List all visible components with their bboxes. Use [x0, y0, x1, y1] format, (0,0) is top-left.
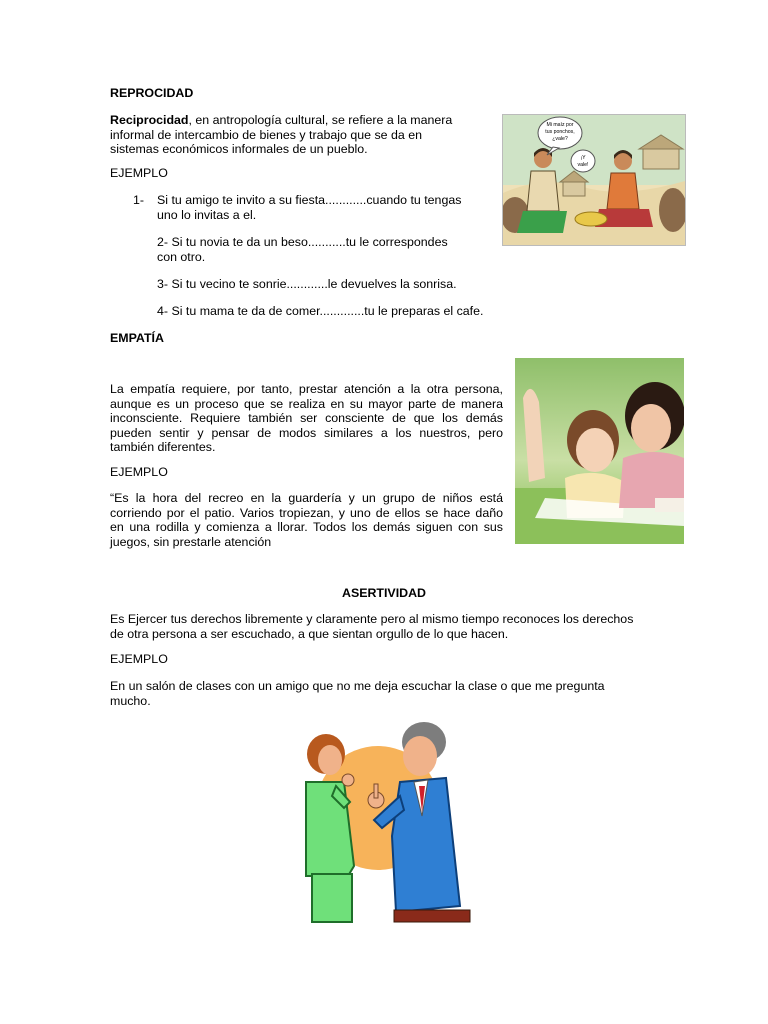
example-line: con otro. — [157, 249, 206, 264]
example-line: 3- Si tu vecino te sonrie............le devuelves la sonrisa. — [157, 277, 457, 291]
mother-daughter-photo — [515, 358, 684, 544]
reciprocidad-definition — [110, 113, 490, 157]
example-line: corriendo por el patio. Varios tropiezan, y uno de ellos se hace daño — [110, 505, 503, 520]
body-line: también diferentes. — [110, 440, 216, 454]
body-line: aunque es un proceso que se realiza en su mayor parte de manera — [110, 396, 503, 411]
example-line: uno lo invitas a el. — [157, 207, 257, 222]
heading-empatia: EMPATÍA — [110, 331, 164, 345]
example-line: Si tu amigo te invito a su fiesta............cuando tu tengas — [157, 193, 462, 207]
example-line: juegos, sin prestarle atención — [110, 534, 272, 549]
asertividad-example — [110, 679, 670, 708]
body-line: La empatía requiere, por tanto, prestar atención a la otra persona, — [110, 382, 503, 396]
example-line: mucho. — [110, 693, 151, 708]
heading-asertividad: ASERTIVIDAD — [342, 586, 426, 600]
empatia-body — [110, 382, 503, 455]
example-line: 4- Si tu mama te da de comer.............tu le preparas el cafe. — [157, 304, 484, 318]
trade-illustration — [502, 114, 686, 246]
speech-line: vale! — [577, 162, 589, 168]
speech-line: ¡Y — [580, 155, 586, 161]
example-item — [157, 193, 497, 222]
speech-line: ¿vale? — [552, 136, 568, 142]
example-label: EJEMPLO — [110, 166, 168, 180]
example-line: en una rodilla y comienza a llorar. Todos los demás siguen con sus — [110, 520, 503, 534]
example-line: En un salón de clases con un amigo que no me deja escuchar la clase o que me pregunta — [110, 679, 605, 693]
definition-line: informal de intercambio de bienes y trabajo que se da en — [110, 127, 423, 142]
speech-line: Mi maíz por — [546, 122, 574, 128]
example-marker: 1- — [133, 193, 145, 207]
asertividad-body — [110, 612, 670, 641]
body-line: inconsciente. Requiere también ser consciente de que los demás — [110, 411, 503, 425]
heading-reciprocidad: REPROCIDAD — [110, 86, 194, 100]
definition-line: sistemas económicos informales de un pueblo. — [110, 142, 368, 156]
body-line: pueden sentir y pensar de modos similares a los nuestros, pero — [110, 425, 503, 440]
definition-line: , en antropología cultural, se refiere a la manera — [188, 113, 453, 127]
term-reciprocidad: Reciprocidad — [110, 113, 189, 127]
example-line: “Es la hora del recreo en la guardería y un grupo de niños está — [110, 491, 503, 505]
body-line: Es Ejercer tus derechos libremente y claramente pero al mismo tiempo reconoces los derechos — [110, 612, 634, 626]
example-label: EJEMPLO — [110, 465, 168, 479]
conversation-clipart — [296, 716, 476, 926]
example-line: 2- Si tu novia te da un beso...........tu le correspondes — [157, 235, 448, 249]
body-line: de otra persona a ser escuchado, a que sientan orgullo de lo que hacen. — [110, 626, 509, 641]
example-item — [157, 277, 517, 292]
example-item — [157, 235, 497, 264]
empatia-example — [110, 491, 503, 549]
speech-line: tus ponchos, — [545, 129, 575, 135]
example-label: EJEMPLO — [110, 652, 168, 666]
example-item — [157, 304, 517, 319]
